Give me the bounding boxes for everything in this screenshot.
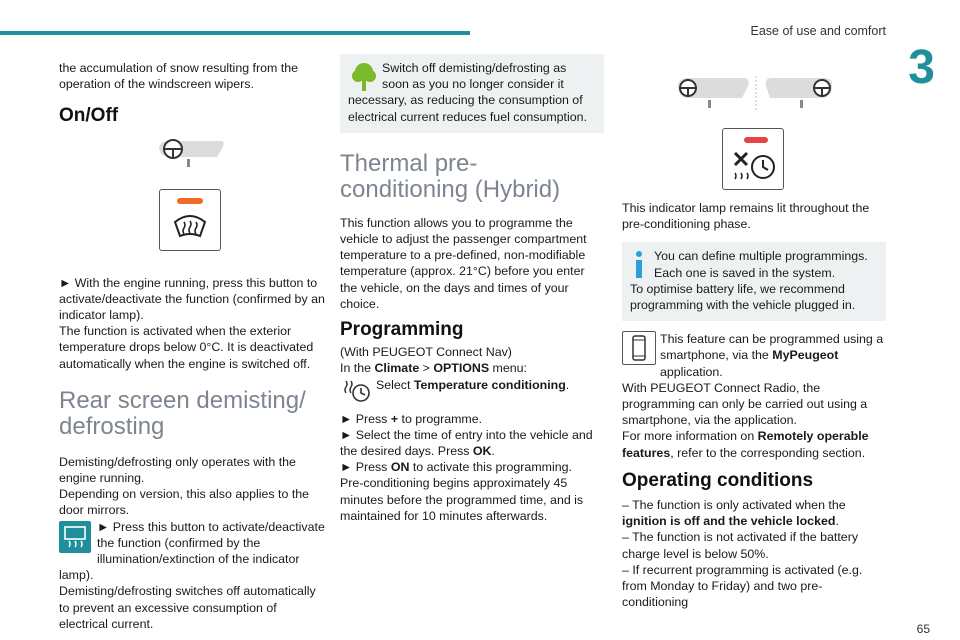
connect-radio-text: With PEUGEOT Connect Radio, the programming can only be carried out using a smartphone, via the application. xyxy=(622,380,868,428)
preconditioning-timing-text: Pre-conditioning begins approximately 45 minutes before the programmed time, and is maintained for 10 minutes afterwards. xyxy=(340,476,584,523)
condition-recurrent: – If recurrent programming is activated (e.g. from Monday to Friday) and two pre-conditioning xyxy=(622,562,863,610)
smartphone-icon xyxy=(622,331,656,365)
lamp-description: This indicator lamp remains lit throughout the pre-conditioning phase. xyxy=(622,201,870,232)
column-middle xyxy=(340,54,604,524)
fan-clock-icon xyxy=(731,149,777,185)
indicator-lamp-icon xyxy=(177,198,203,204)
condition-ignition: – The function is only activated when the ignition is off and the vehicle locked. xyxy=(622,498,846,529)
eco-note xyxy=(340,54,604,133)
press-plus-step: ► Press + to programme. xyxy=(340,411,483,426)
climate-menu-text: In the Climate > OPTIONS menu: xyxy=(340,361,527,376)
press-on-step: ► Press ON to activate this programming. xyxy=(340,460,572,475)
rear-defrost-icon xyxy=(59,521,91,553)
programming-heading: Programming xyxy=(340,319,464,341)
select-time-step: ► Select the time of entry into the vehicle and the desired days. Press OK. xyxy=(340,427,593,459)
rear-mirrors-text: Depending on version, this also applies to the door mirrors. xyxy=(59,487,310,518)
onoff-heading: On/Off xyxy=(59,105,119,127)
indicator-lamp-icon xyxy=(744,137,768,143)
info-note-text-1: You can define multiple programmings. Each one is saved in the system. xyxy=(654,249,868,280)
smartphone-note: This feature can be programmed using a smartphone, via the MyPeugeot application. xyxy=(622,331,888,380)
front-defrost-illustration xyxy=(59,125,327,275)
front-defrost-button-icon xyxy=(159,189,221,251)
onoff-instruction: ► With the engine running, press this button to activate/deactivate the function (confirmed by an indicator lamp). xyxy=(59,275,325,323)
eco-tree-icon xyxy=(352,62,376,92)
rear-engine-text: Demisting/defrosting only operates with the engine running. xyxy=(59,454,296,486)
onoff-description: The function is activated when the exterior temperature drops below 0°C. It is deactivated automatically when the engine is switched off. xyxy=(59,324,314,371)
nav-version-text: (With PEUGEOT Connect Nav) xyxy=(340,345,512,360)
thermal-description: This function allows you to programme the vehicle to adjust the passenger compartment temperature to a pre-defined, non-modifiable temperature (approx. 21°C) before you enter the vehicle, on the days and times of your choice. xyxy=(340,215,587,311)
column-left xyxy=(59,60,327,632)
more-info-text: For more information on Remotely operable features, refer to the corresponding section. xyxy=(622,429,869,460)
info-note-text-2: To optimise battery life, we recommend programming with the vehicle plugged in. xyxy=(630,281,856,313)
page-number: 65 xyxy=(916,622,930,636)
temperature-conditioning-icon xyxy=(340,377,372,407)
operating-conditions-heading: Operating conditions xyxy=(622,469,814,491)
chapter-number: 3 xyxy=(908,41,935,94)
thermal-heading: Thermal pre-conditioning (Hybrid) xyxy=(340,149,561,203)
condition-battery: – The function is not activated if the battery charge level is below 50%. xyxy=(622,530,859,561)
steering-wheel-left-icon xyxy=(151,135,227,171)
preconditioning-button-icon xyxy=(722,128,784,190)
info-note xyxy=(622,242,886,321)
windscreen-defrost-icon xyxy=(172,210,208,240)
rear-heading: Rear screen demisting/ defrosting xyxy=(59,386,306,440)
section-title: Ease of use and comfort xyxy=(750,24,886,38)
column-right xyxy=(622,72,888,610)
rear-instruction-text: ► Press this button to activate/deactivate the function (confirmed by the illumination/extinction of the indicator lamp). xyxy=(59,519,325,583)
header-accent-bar xyxy=(0,31,470,35)
steering-wheel-pair-icon xyxy=(674,76,838,112)
intro-text: the accumulation of snow resulting from the operation of the windscreen wipers. xyxy=(59,61,298,92)
rear-instruction xyxy=(59,519,327,584)
eco-note-text: Switch off demisting/defrosting as soon as you no longer consider it necessary, as reducing the consumption of electrical current reduces fuel consumption. xyxy=(348,61,587,124)
select-temperature-step: Select Temperature conditioning. xyxy=(340,377,604,407)
rear-auto-off-text: Demisting/defrosting switches off automatically to prevent an excessive consumption of electrical current. xyxy=(59,584,316,631)
preconditioning-illustration xyxy=(622,72,888,196)
info-icon xyxy=(632,250,646,280)
